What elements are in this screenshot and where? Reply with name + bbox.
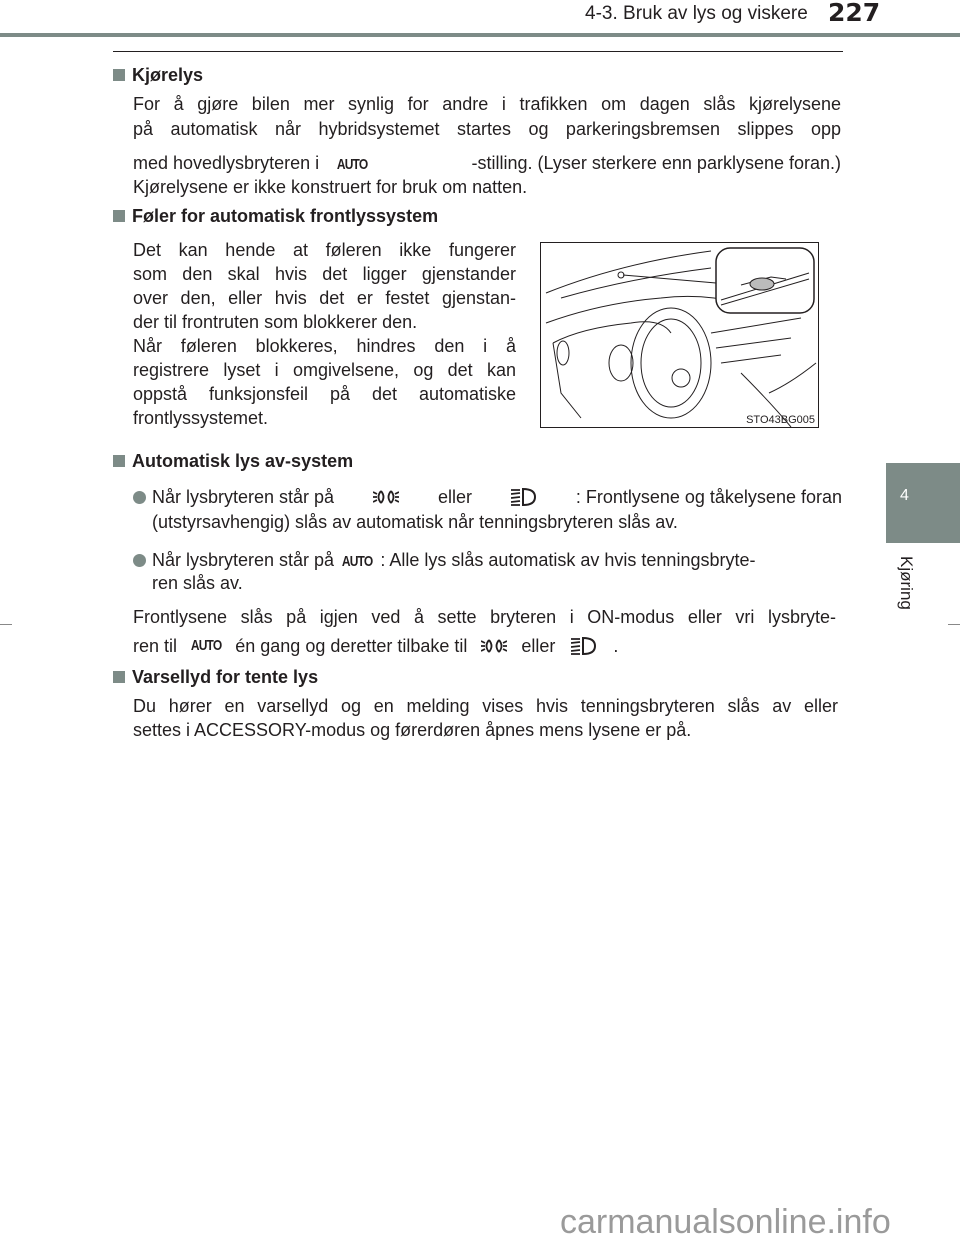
headlight-icon — [511, 487, 537, 507]
text: : Frontlysene og tåkelysene foran — [575, 487, 842, 507]
paragraph-line: på automatisk når hybridsystemet startes og parkeringsbremsen slippes opp — [133, 119, 841, 139]
paragraph-line: registrere lyset i omgivelsene, og det kan — [133, 360, 516, 380]
bullet-line: (utstyrsavhengig) slås av automatisk når tenningsbryteren slås av. — [152, 512, 678, 532]
section-title: 4-3. Bruk av lys og viskere — [585, 3, 808, 24]
text: Når lysbryteren står på — [152, 550, 335, 570]
chapter-label: Kjøring — [897, 556, 916, 610]
circle-bullet-icon — [133, 554, 146, 567]
watermark: carmanualsonline.info — [560, 1203, 891, 1241]
paragraph-line — [133, 152, 841, 176]
paragraph-line: Frontlysene slås på igjen ved å sette bryteren i ON-modus eller vri lysbryte- — [133, 607, 836, 627]
text: . — [613, 636, 619, 656]
text: med hovedlysbryteren i — [133, 153, 320, 173]
content-rule — [113, 51, 843, 52]
page-number: 227 — [828, 0, 881, 27]
paragraph-line: Det kan hende at føleren ikke fungerer — [133, 240, 516, 260]
square-bullet-icon — [113, 210, 125, 222]
auto-icon: AUTO — [341, 553, 373, 570]
text: Når lysbryteren står på — [152, 487, 335, 507]
auto-icon: AUTO — [190, 637, 222, 654]
text: -stilling. (Lyser sterkere enn parklysene foran.) — [471, 153, 841, 173]
paragraph-line: Når føleren blokkeres, hindres den i å — [133, 336, 516, 356]
heading-warning-sound — [113, 667, 318, 688]
paragraph-line: Du hører en varsellyd og en melding vises hvis tenningsbryteren slås av eller — [133, 696, 838, 716]
paragraph-line: settes i ACCESSORY-modus og førerdøren åpnes mens lysene er på. — [133, 720, 692, 740]
chapter-tab — [886, 463, 960, 543]
parking-light-icon — [373, 487, 399, 507]
square-bullet-icon — [113, 69, 125, 81]
header-rule — [0, 33, 960, 37]
text: eller — [521, 636, 556, 656]
text: ren til — [133, 636, 178, 656]
paragraph-line: frontlyssystemet. — [133, 408, 269, 428]
heading-text: Kjørelys — [132, 65, 204, 85]
heading-sensor — [113, 206, 438, 227]
heading-text: Føler for automatisk frontlyssystem — [132, 206, 439, 226]
circle-bullet-icon — [133, 491, 146, 504]
crop-mark — [948, 624, 960, 625]
text: : Alle lys slås automatisk av hvis tenningsbryte- — [380, 550, 756, 570]
paragraph-line: som den skal hvis det ligger gjenstander — [133, 264, 516, 284]
dashboard-drawing — [541, 243, 818, 427]
heading-text: Varsellyd for tente lys — [132, 667, 319, 687]
crop-mark — [0, 624, 12, 625]
headlight-icon — [571, 636, 597, 656]
heading-text: Automatisk lys av-system — [132, 451, 354, 471]
paragraph-line — [133, 635, 618, 657]
parking-light-icon — [481, 636, 507, 656]
text: eller — [437, 487, 472, 507]
paragraph-line: For å gjøre bilen mer synlig for andre i trafikken om dagen slås kjørelysene — [133, 94, 841, 114]
auto-icon: AUTO — [336, 156, 368, 173]
paragraph-line: Kjørelysene er ikke konstruert for bruk om natten. — [133, 177, 528, 197]
square-bullet-icon — [113, 671, 125, 683]
heading-auto-off — [113, 451, 353, 472]
heading-kjorelys — [113, 65, 203, 86]
bullet-line: ren slås av. — [152, 573, 243, 593]
bullet-item — [152, 486, 842, 508]
text: én gang og deretter tilbake til — [235, 636, 468, 656]
bullet-item — [152, 549, 755, 573]
paragraph-line: der til frontruten som blokkerer den. — [133, 312, 418, 332]
square-bullet-icon — [113, 455, 125, 467]
sensor-illustration — [540, 242, 819, 428]
figure-code: STO43BG005 — [746, 414, 815, 426]
chapter-number: 4 — [900, 487, 909, 504]
paragraph-line: over den, eller hvis det er festet gjenstan- — [133, 288, 516, 308]
paragraph-line: oppstå funksjonsfeil på det automatiske — [133, 384, 516, 404]
